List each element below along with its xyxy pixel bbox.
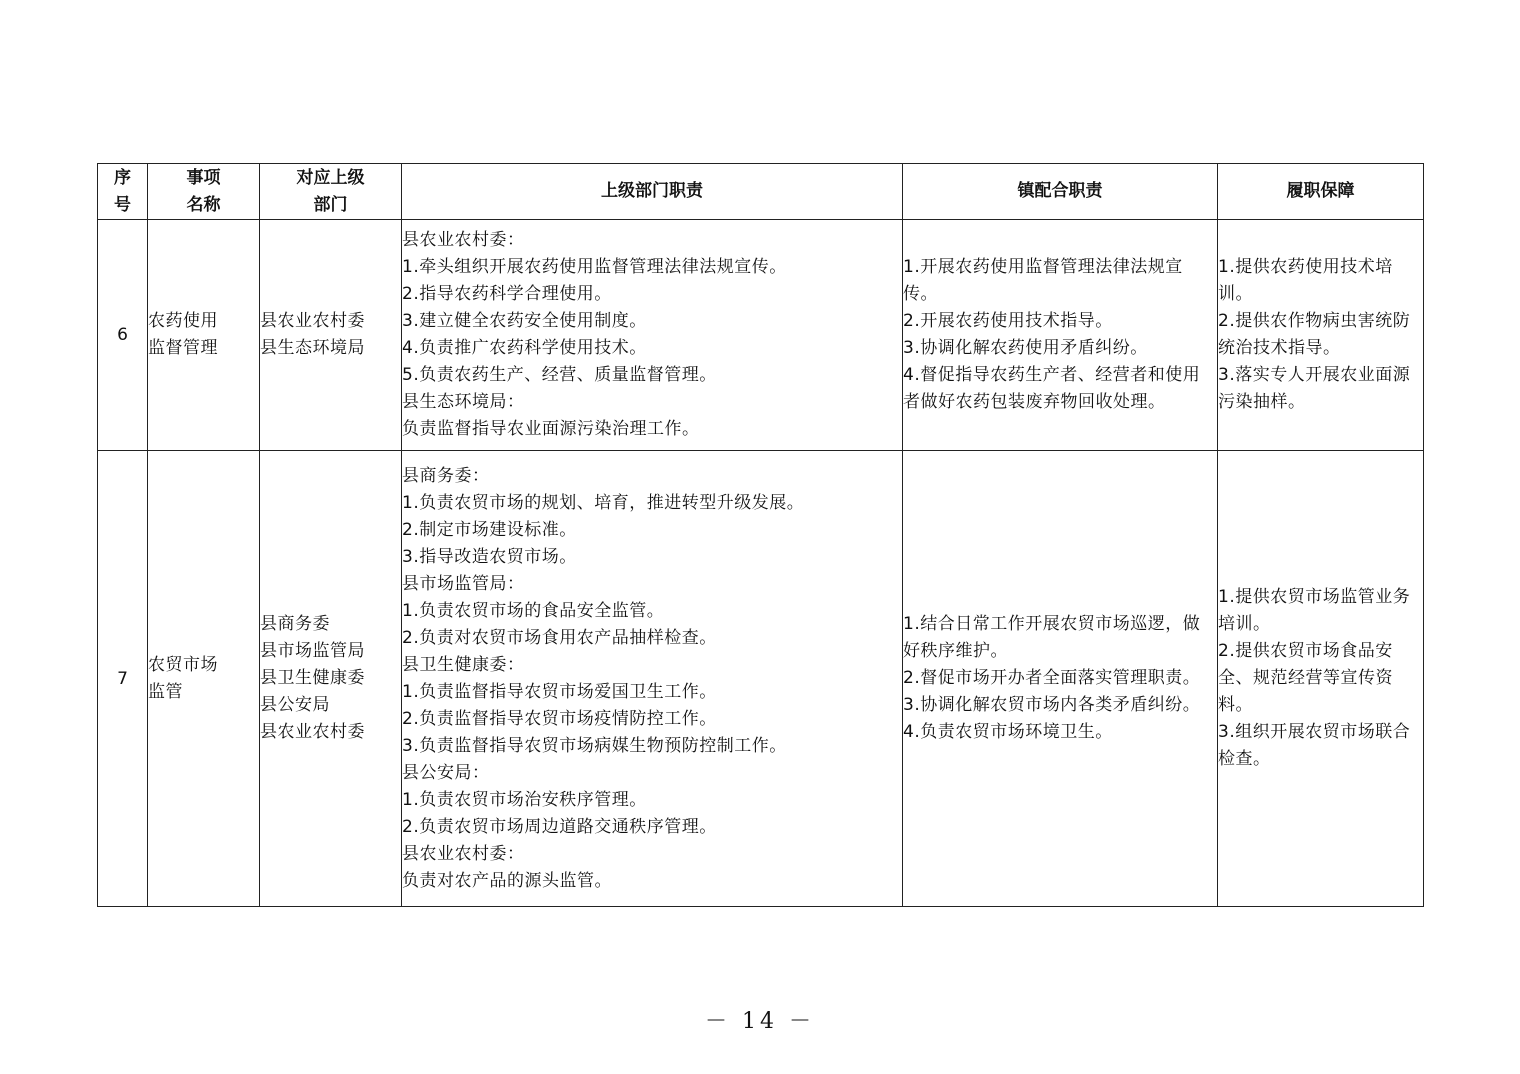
town-duty-line: 1.结合日常工作开展农贸市场巡逻，做好秩序维护。 — [903, 614, 1201, 661]
row-index: 6 — [98, 220, 148, 451]
dept-line: 县生态环境局 — [260, 338, 365, 358]
guarantee-line: 2.提供农作物病虫害统防统治技术指导。 — [1218, 311, 1411, 358]
guarantee-line: 3.落实专人开展农业面源污染抽样。 — [1218, 365, 1411, 412]
header-town-duties: 镇配合职责 — [903, 164, 1218, 220]
header-row — [98, 164, 1424, 220]
duty-line: 3.指导改造农贸市场。 — [402, 546, 577, 567]
duty-line: 负责对农产品的源头监管。 — [402, 870, 612, 891]
header-dept-line: 部门 — [313, 194, 348, 215]
duty-line: 3.建立健全农药安全使用制度。 — [402, 311, 647, 331]
dept-line: 县农业农村委 — [260, 722, 365, 742]
duty-line: 县农业农村委： — [402, 843, 525, 864]
table-row — [98, 220, 1424, 451]
header-item-line: 事项 — [186, 167, 221, 188]
row-town-duties — [903, 451, 1218, 907]
header-superior-duties: 上级部门职责 — [402, 164, 903, 220]
header-index-line: 号 — [114, 194, 131, 215]
duty-line: 负责监督指导农业面源污染治理工作。 — [402, 419, 700, 439]
duty-line: 1.负责监督指导农贸市场爱国卫生工作。 — [402, 681, 717, 702]
guarantee-line: 3.组织开展农贸市场联合检查。 — [1218, 722, 1411, 769]
duty-line: 县生态环境局： — [402, 392, 525, 412]
dept-line: 县卫生健康委 — [260, 668, 365, 688]
dept-line: 县市场监管局 — [260, 641, 365, 661]
header-dept-line: 对应上级 — [296, 167, 365, 188]
row-depts — [260, 451, 402, 907]
row-superior-duties — [402, 451, 903, 907]
page-number: － 14 － — [705, 1009, 815, 1034]
duty-line: 2.负责监督指导农贸市场疫情防控工作。 — [402, 708, 717, 729]
duty-line: 1.负责农贸市场的规划、培育，推进转型升级发展。 — [402, 492, 805, 513]
header-dept — [260, 164, 402, 220]
row-item-name — [148, 451, 260, 907]
town-duty-line: 2.开展农药使用技术指导。 — [903, 311, 1113, 331]
dept-line: 县农业农村委 — [260, 311, 365, 331]
guarantee-line: 1.提供农贸市场监管业务培训。 — [1218, 587, 1411, 634]
duty-line: 县公安局： — [402, 762, 490, 783]
table-row — [98, 451, 1424, 907]
row-town-duties — [903, 220, 1218, 451]
row-guarantee — [1218, 451, 1424, 907]
dept-line: 县公安局 — [260, 695, 330, 715]
town-duty-line: 3.协调化解农贸市场内各类矛盾纠纷。 — [903, 695, 1201, 715]
row-depts — [260, 220, 402, 451]
item-name-line: 监管 — [148, 681, 183, 702]
header-index — [98, 164, 148, 220]
guarantee-line: 1.提供农药使用技术培训。 — [1218, 257, 1393, 304]
duty-line: 2.负责对农贸市场食用农产品抽样检查。 — [402, 627, 717, 648]
dept-line: 县商务委 — [260, 614, 330, 634]
duty-table — [97, 163, 1424, 907]
town-duty-line: 1.开展农药使用监督管理法律法规宣传。 — [903, 257, 1183, 304]
duty-line: 县市场监管局： — [402, 573, 525, 594]
header-index-line: 序 — [114, 167, 131, 188]
row-index: 7 — [98, 451, 148, 907]
duty-line: 1.负责农贸市场的食品安全监管。 — [402, 600, 665, 621]
duty-line: 5.负责农药生产、经营、质量监督管理。 — [402, 365, 717, 385]
row-item-name — [148, 220, 260, 451]
town-duty-line: 2.督促市场开办者全面落实管理职责。 — [903, 668, 1201, 688]
duty-line: 2.制定市场建设标准。 — [402, 519, 577, 540]
duty-line: 县农业农村委： — [402, 230, 525, 250]
header-item — [148, 164, 260, 220]
duty-line: 1.牵头组织开展农药使用监督管理法律法规宣传。 — [402, 257, 787, 277]
header-guarantee: 履职保障 — [1218, 164, 1424, 220]
row-superior-duties — [402, 220, 903, 451]
duty-line: 3.负责监督指导农贸市场病媒生物预防控制工作。 — [402, 735, 787, 756]
duty-line: 1.负责农贸市场治安秩序管理。 — [402, 789, 647, 810]
duty-line: 2.负责农贸市场周边道路交通秩序管理。 — [402, 816, 717, 837]
town-duty-line: 4.督促指导农药生产者、经营者和使用者做好农药包装废弃物回收处理。 — [903, 365, 1201, 412]
duty-line: 县卫生健康委： — [402, 654, 525, 675]
duty-line: 2.指导农药科学合理使用。 — [402, 284, 612, 304]
header-item-line: 名称 — [186, 194, 221, 215]
duty-line: 4.负责推广农药科学使用技术。 — [402, 338, 647, 358]
guarantee-line: 2.提供农贸市场食品安全、规范经营等宣传资料。 — [1218, 641, 1393, 715]
item-name-line: 农药使用 — [148, 311, 218, 331]
row-guarantee — [1218, 220, 1424, 451]
town-duty-line: 4.负责农贸市场环境卫生。 — [903, 722, 1113, 742]
town-duty-line: 3.协调化解农药使用矛盾纠纷。 — [903, 338, 1148, 358]
duty-line: 县商务委： — [402, 465, 490, 486]
item-name-line: 监督管理 — [148, 338, 218, 358]
item-name-line: 农贸市场 — [148, 654, 218, 675]
